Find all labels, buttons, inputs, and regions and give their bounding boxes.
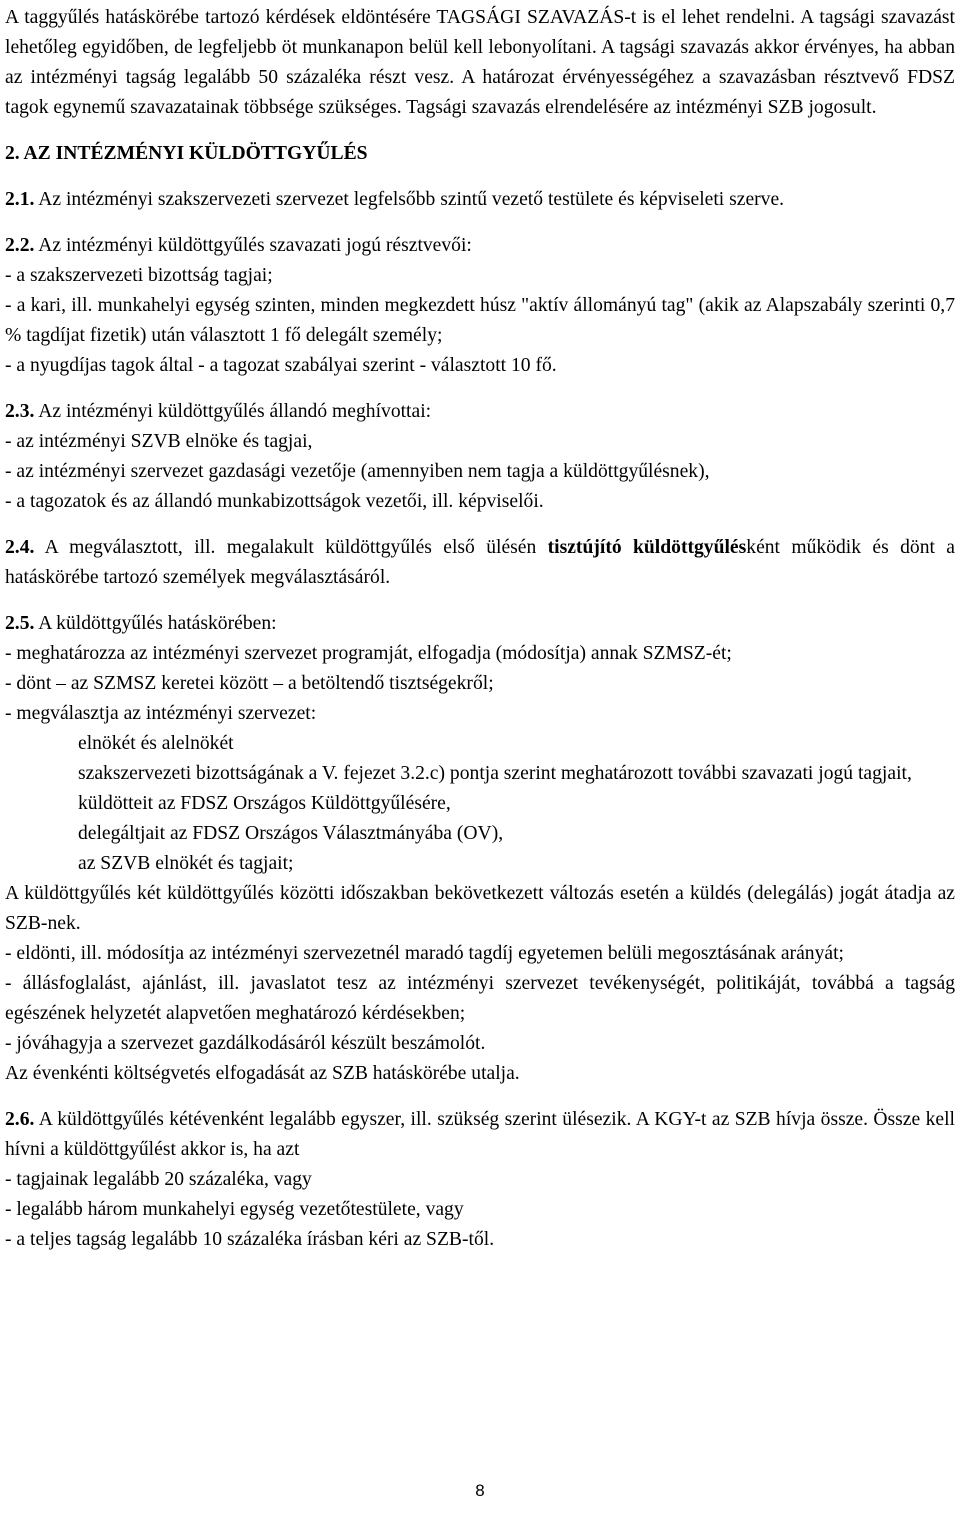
list-item: - állásfoglalást, ajánlást, ill. javaslatot tesz az intézményi szervezet tevékenységét, politikáját, továbbá a tagság egészének helyzetét alapvetően meghatározó kérdésekben; xyxy=(5,973,955,1024)
paragraph-2-6 xyxy=(5,1105,955,1165)
list-item: - megválasztja az intézményi szervezet: xyxy=(5,703,317,724)
sub-list-item: szakszervezeti bizottságának a V. fejezet 3.2.c) pontja szerint meghatározott további szavazati jogú tagjait, xyxy=(78,763,912,784)
paragraph-number: 2.3. xyxy=(5,401,35,422)
paragraph-text: A küldöttgyűlés kétévenként legalább egyszer, ill. szükség szerint ülésezik. A KGY-t az SZB hívja össze. Össze kell hívni a küldöttgyűlést akkor is, ha azt xyxy=(5,1109,955,1160)
paragraph-text: Az intézményi küldöttgyűlés állandó meghívottai: xyxy=(34,401,432,422)
list-item: - jóváhagyja a szervezet gazdálkodásáról készült beszámolót. xyxy=(5,1033,486,1054)
list-item: - legalább három munkahelyi egység vezetőtestülete, vagy xyxy=(5,1199,464,1220)
paragraph-2-4 xyxy=(5,533,955,593)
paragraph-text: ként működik és dönt a hatáskörébe tartozó személyek megválasztásáról. xyxy=(5,537,956,588)
list-item: - a tagozatok és az állandó munkabizottságok vezetői, ill. képviselői. xyxy=(5,491,544,512)
paragraph-text: A küldöttgyűlés hatáskörében: xyxy=(34,613,277,634)
intro-paragraph: A taggyűlés hatáskörébe tartozó kérdések eldöntésére TAGSÁGI SZAVAZÁS-t is el lehet rendelni. A tagsági szavazást lehetőleg egyidőben, de legfeljebb öt munkanapon belül kell lebonyolítani. A tagsági szavazás akkor érvényes, ha abban az intézményi tagság legalább 50 százaléka részt vesz. A határozat érvényességéhez a szavazásban résztvevő FDSZ tagok egynemű szavazatainak többsége szükséges. Tagsági szavazás elrendelésére az intézményi SZB jogosult. xyxy=(5,7,955,118)
emphasis-text: tisztújító küldöttgyűlés xyxy=(547,537,747,558)
paragraph-text: A megválasztott, ill. megalakult küldöttgyűlés első ülésén xyxy=(34,537,548,558)
paragraph-number: 2.2. xyxy=(5,235,35,256)
paragraph-2-5 xyxy=(5,609,955,639)
paragraph-2-2 xyxy=(5,231,955,261)
paragraph-2-1 xyxy=(5,185,955,215)
list-item: - a kari, ill. munkahelyi egység szinten, minden megkezdett húsz "aktív állományú tag" (akik az Alapszabály szerinti 0,7 % tagdíjat fizetik) után választott 1 fő delegált személy; xyxy=(5,295,955,346)
paragraph-text: Az intézményi szakszervezeti szervezet legfelsőbb szintű vezető testülete és képviseleti szerve. xyxy=(34,189,785,210)
page-number: 8 xyxy=(475,1481,485,1500)
paragraph-number: 2.5. xyxy=(5,613,35,634)
delegation-text: A küldöttgyűlés két küldöttgyűlés közötti időszakban bekövetkezett változás esetén a küldés (delegálás) jogát átadja az SZB-nek. xyxy=(5,883,955,934)
list-item: - eldönti, ill. módosítja az intézményi szervezetnél maradó tagdíj egyetemen belüli megosztásának arányát; xyxy=(5,943,844,964)
budget-text: Az évenkénti költségvetés elfogadását az SZB hatáskörébe utalja. xyxy=(5,1063,520,1084)
paragraph-text: Az intézményi küldöttgyűlés szavazati jogú résztvevői: xyxy=(34,235,472,256)
paragraph-number: 2.6. xyxy=(5,1109,35,1130)
section-heading: 2. AZ INTÉZMÉNYI KÜLDÖTTGYŰLÉS xyxy=(5,143,368,164)
paragraph-2-3 xyxy=(5,397,955,427)
list-item: - az intézményi szervezet gazdasági vezetője (amennyiben nem tagja a küldöttgyűlésnek), xyxy=(5,461,710,482)
list-item: - dönt – az SZMSZ keretei között – a betöltendő tisztségekről; xyxy=(5,673,494,694)
sub-list-item: elnökét és alelnökét xyxy=(78,733,234,754)
list-item: - tagjainak legalább 20 százaléka, vagy xyxy=(5,1169,312,1190)
sub-list-item: delegáltjait az FDSZ Országos Választmányába (OV), xyxy=(78,823,504,844)
paragraph-number: 2.4. xyxy=(5,537,35,558)
list-item: - a szakszervezeti bizottság tagjai; xyxy=(5,265,273,286)
list-item: - a teljes tagság legalább 10 százaléka írásban kéri az SZB-től. xyxy=(5,1229,495,1250)
sub-list-item: küldötteit az FDSZ Országos Küldöttgyűlésére, xyxy=(78,793,451,814)
document-page xyxy=(5,3,955,1255)
list-item: - meghatározza az intézményi szervezet programját, elfogadja (módosítja) annak SZMSZ-ét; xyxy=(5,643,732,664)
list-item: - a nyugdíjas tagok által - a tagozat szabályai szerint - választott 10 fő. xyxy=(5,355,557,376)
paragraph-number: 2.1. xyxy=(5,189,35,210)
sub-list-item: az SZVB elnökét és tagjait; xyxy=(78,853,294,874)
list-item: - az intézményi SZVB elnöke és tagjai, xyxy=(5,431,313,452)
